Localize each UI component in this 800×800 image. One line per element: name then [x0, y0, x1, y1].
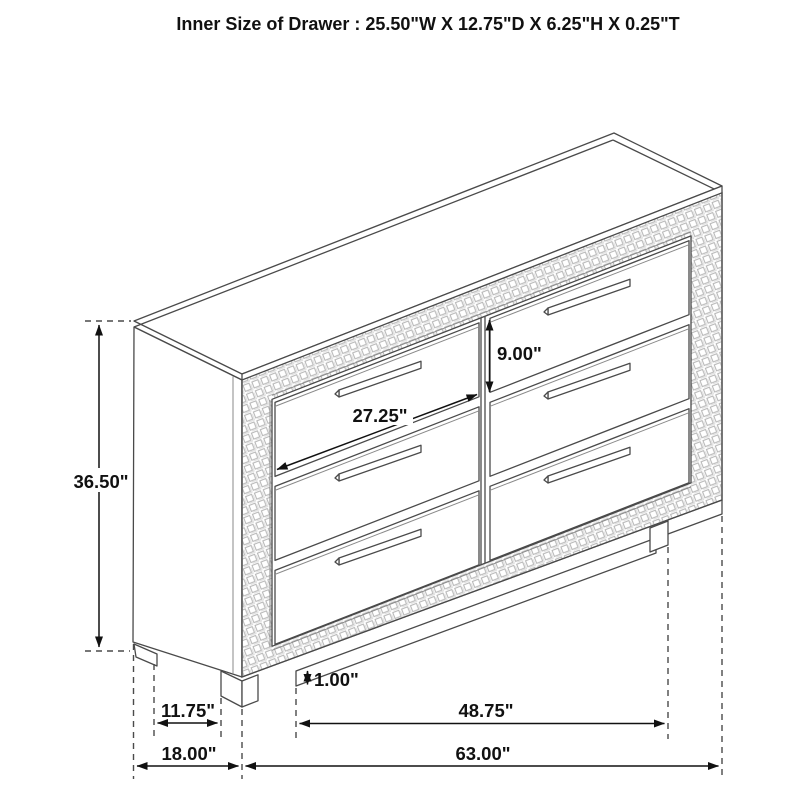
dimension-overall-depth: [137, 743, 239, 766]
overall-depth-label: 18.00": [161, 743, 217, 764]
dresser-drawing: [133, 133, 722, 707]
overall-height-label: 36.50": [73, 471, 129, 492]
dimension-overall-height: [70, 325, 132, 647]
drawer-height-label: 9.00": [497, 343, 542, 364]
overall-width-label: 63.00": [455, 743, 511, 764]
side-leg-spacing-label: 11.75": [160, 700, 216, 721]
drawer-width-label: 27.25": [352, 405, 408, 426]
dresser-left-side-panel: [133, 327, 242, 677]
between-legs-width-label: 48.75": [458, 700, 514, 721]
dimension-overall-width: [246, 743, 719, 766]
base-height-label: 1.00": [314, 669, 359, 690]
diagram-title: Inner Size of Drawer : 25.50"W X 12.75"D X 6.25"H X 0.25"T: [176, 14, 680, 34]
dimension-between-legs-width: [300, 700, 665, 724]
dimension-side-leg-spacing: [158, 700, 218, 723]
dimension-base-height: [308, 669, 359, 690]
